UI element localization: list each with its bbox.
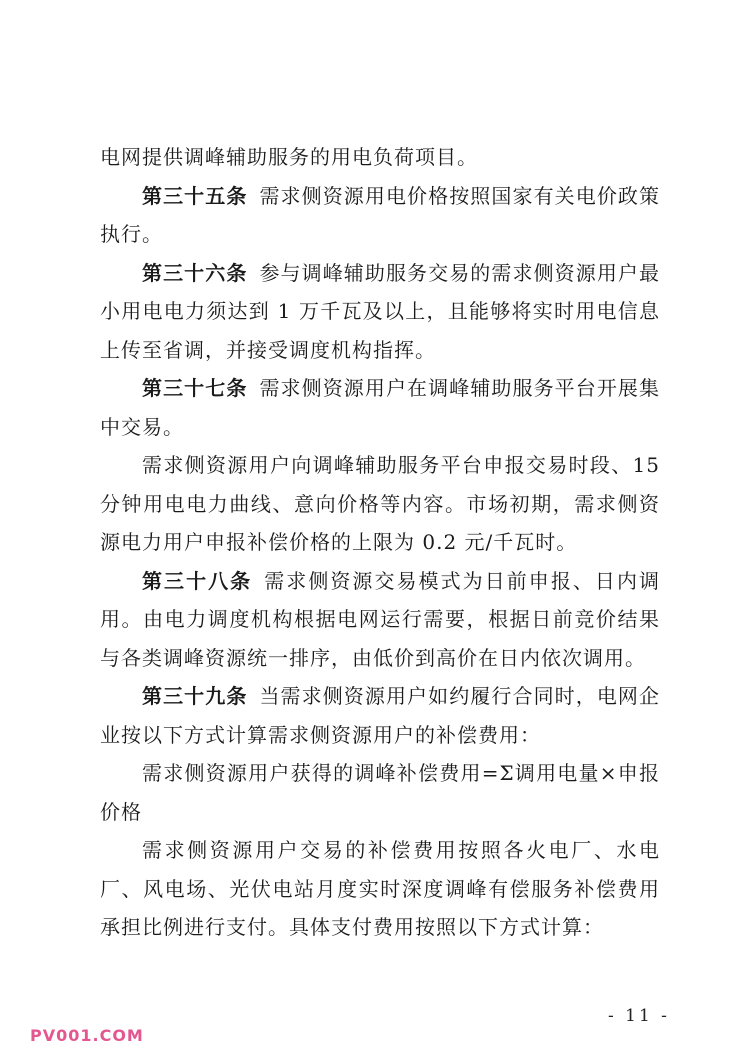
paragraph-continuation [100, 138, 660, 177]
paragraph-text: 需求侧资源用户在调峰辅助服务平台开展集中交易。 [100, 376, 661, 439]
paragraph-text: 需求侧资源用户交易的补偿费用按照各火电厂、水电厂、风电场、光伏电站月度实时深度调峰有偿服务补偿费用承担比例进行支付。具体支付费用按照以下方式计算： [100, 838, 660, 939]
paragraph-text: 需求侧资源交易模式为日前申报、日内调用。由电力调度机构根据电网运行需要，根据日前竞价结果与各类调峰资源统一排序，由低价到高价在日内依次调用。 [100, 568, 661, 670]
article-heading: 第三十五条 [142, 183, 248, 208]
paragraph-text: 需求侧资源用户向调峰辅助服务平台申报交易时段、15 分钟用电电力曲线、意向价格等内容。市场初期，需求侧资源电力用户申报补偿价格的上限为 0.2 元/千瓦时。 [100, 453, 660, 554]
paragraph-text: 需求侧资源用电价格按照国家有关电价政策执行。 [100, 183, 661, 246]
article-heading: 第三十八条 [142, 568, 253, 593]
paragraph-text: 需求侧资源用户获得的调峰补偿费用=Σ调用电量×申报价格 [100, 761, 660, 824]
article-36 [100, 254, 660, 370]
formula-paragraph [100, 754, 660, 831]
payment-paragraph [100, 831, 660, 947]
watermark: PV001.COM [30, 1026, 144, 1045]
paragraph-declaration [100, 446, 660, 562]
paragraph-text: 参与调峰辅助服务交易的需求侧资源用户最小用电电力须达到 1 万千瓦及以上，且能够将实时用电信息上传至省调，并接受调度机构指挥。 [100, 260, 661, 362]
article-35 [100, 177, 660, 254]
article-37 [100, 369, 660, 446]
body-text [100, 138, 660, 947]
article-heading: 第三十九条 [142, 684, 248, 708]
article-38 [100, 562, 660, 678]
article-39 [100, 677, 660, 754]
page-number: - 11 - [608, 1006, 670, 1026]
paragraph-text: 电网提供调峰辅助服务的用电负荷项目。 [100, 145, 478, 169]
article-heading: 第三十六条 [142, 260, 248, 285]
paragraph-text: 当需求侧资源用户如约履行合同时，电网企业按以下方式计算需求侧资源用户的补偿费用： [100, 684, 661, 747]
article-heading: 第三十七条 [142, 376, 248, 400]
